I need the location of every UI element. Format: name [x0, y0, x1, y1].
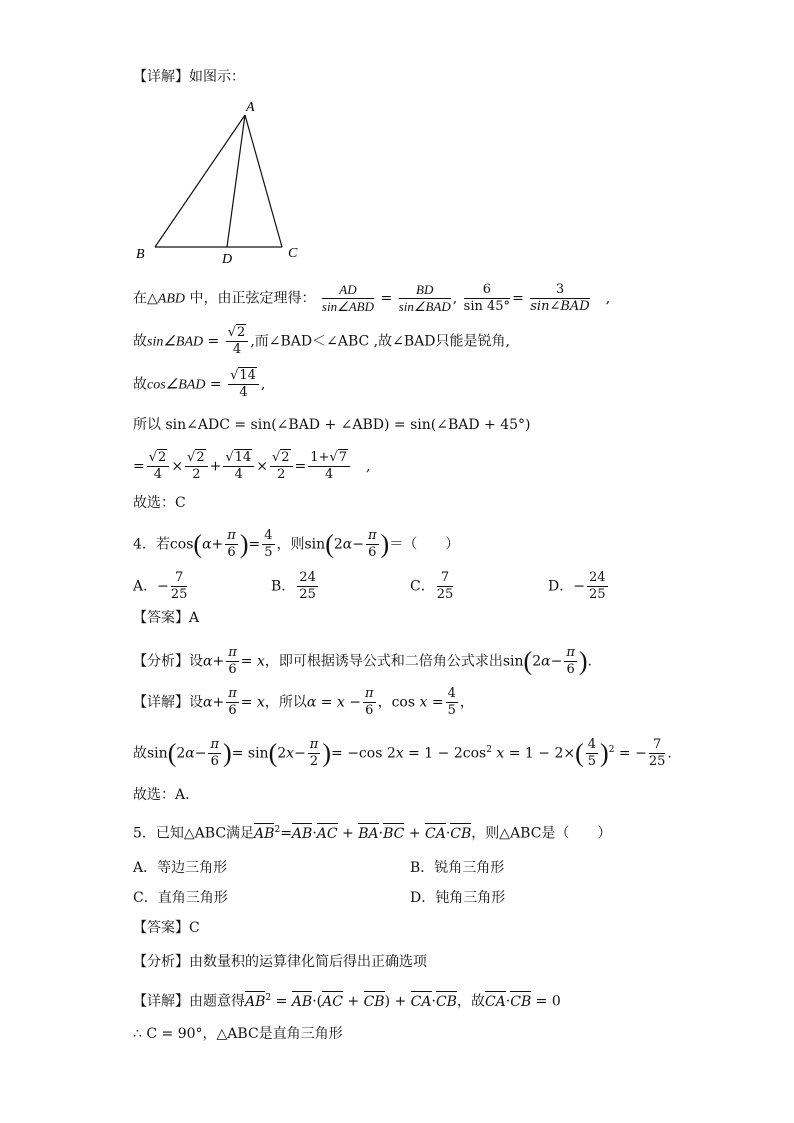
- vertex-b-label: B: [136, 247, 145, 262]
- q4-option-b[interactable]: B． $\frac{24}{25}$: [271, 570, 316, 602]
- q5-answer: 【答案】C: [133, 920, 200, 936]
- sin-adc-line: 所以 sin∠ADC = sin(∠BAD + ∠ABD) = sin(∠BAD + 45°): [133, 417, 531, 433]
- detail-line: [133, 67, 245, 87]
- q5-option-b[interactable]: B．锐角三角形: [410, 860, 505, 876]
- q4-result: 故选：A.: [133, 787, 190, 803]
- block1-result: 故选：C: [133, 495, 186, 511]
- q4-answer: 【答案】A: [133, 610, 200, 626]
- q5-analysis: 【分析】由数量积的运算律化简后得出正确选项: [133, 954, 427, 970]
- q5-option-d[interactable]: D．钝角三角形: [410, 890, 506, 906]
- q4-analysis: 【分析】设α+ $\frac{\pi}{6}$ = x，即可根据诱导公式和二倍角公式求出sin(2α− $\frac{\pi}{6}$ ).: [133, 645, 592, 677]
- detail-intro: 如图示：: [189, 69, 245, 85]
- triangle-figure: [130, 95, 310, 270]
- q5-option-c[interactable]: C．直角三角形: [133, 890, 228, 906]
- vertex-a-label: A: [246, 100, 255, 115]
- q5-conclusion: ∴ C = 90°，△ABC是直角三角形: [133, 1026, 343, 1042]
- q4-option-c[interactable]: C． $\frac{7}{25}$: [410, 570, 454, 602]
- cos-bad-line: 故cos∠BAD = $\frac{√14}{4}$ ,: [133, 368, 266, 400]
- detail-tag: 【详解】: [133, 69, 189, 85]
- q5-detail: 【详解】由题意得$AB^2 = AB\cdot(AC + CB) + CA\cdot CB$，故CA·CB = 0: [133, 993, 561, 1010]
- q4-stem: 4．若cos(α+ $\frac{\pi}{6}$ )= $\frac{4}{5}$ ，则sin(2α− $\frac{\pi}{6}$ )＝（ ）: [133, 528, 460, 560]
- q4-calculation: 故sin(2α− $\frac{\pi}{6}$ )= sin(2x− $\frac{\pi}{2}$ )= −cos $2x = 1 - 2\cos^2$ x = 1 − 2×( $\frac{4}{5}$ )$^2$ = − $\frac{7}{25}$ .: [133, 737, 672, 769]
- vertex-c-label: C: [288, 246, 298, 261]
- q4-option-d[interactable]: D．− $\frac{24}{25}$: [548, 570, 606, 602]
- q4-detail: 【详解】设α+ $\frac{\pi}{6}$ = x，所以α = x − $\frac{\pi}{6}$ ，cos x = $\frac{4}{5}$ ，: [133, 686, 474, 718]
- q5-stem: 5．已知△ABC满足$AB^2=AB\cdot AC + BA\cdot BC + CA\cdot CB$，则△ABC是（ ）: [133, 825, 612, 842]
- sin-adc-result: = $\frac{√2}{4}$ × $\frac{√2}{2}$ + $\frac{√14}{4}$ × $\frac{√2}{2}$ = $\frac{1+√7}{4}$ ,: [133, 450, 371, 482]
- q5-option-a[interactable]: A．等边三角形: [133, 860, 228, 876]
- q4-option-a[interactable]: A．− $\frac{7}{25}$: [133, 570, 188, 602]
- sin-bad-line: 故sin∠BAD = $\frac{√2}{4}$ ,而∠BAD＜∠ABC ,故∠BAD只能是锐角,: [133, 325, 510, 357]
- sine-rule-line: 在△ABD 中，由正弦定理得： $\frac{AD}{\text{sin∠ABD}}$ = $\frac{BD}{\text{sin∠BAD}}$ , $\frac{6}{\sin 45^\circ}$ = $\frac{3}{\text{sin∠BAD}}$ ,: [133, 282, 611, 314]
- vertex-d-label: D: [222, 252, 233, 267]
